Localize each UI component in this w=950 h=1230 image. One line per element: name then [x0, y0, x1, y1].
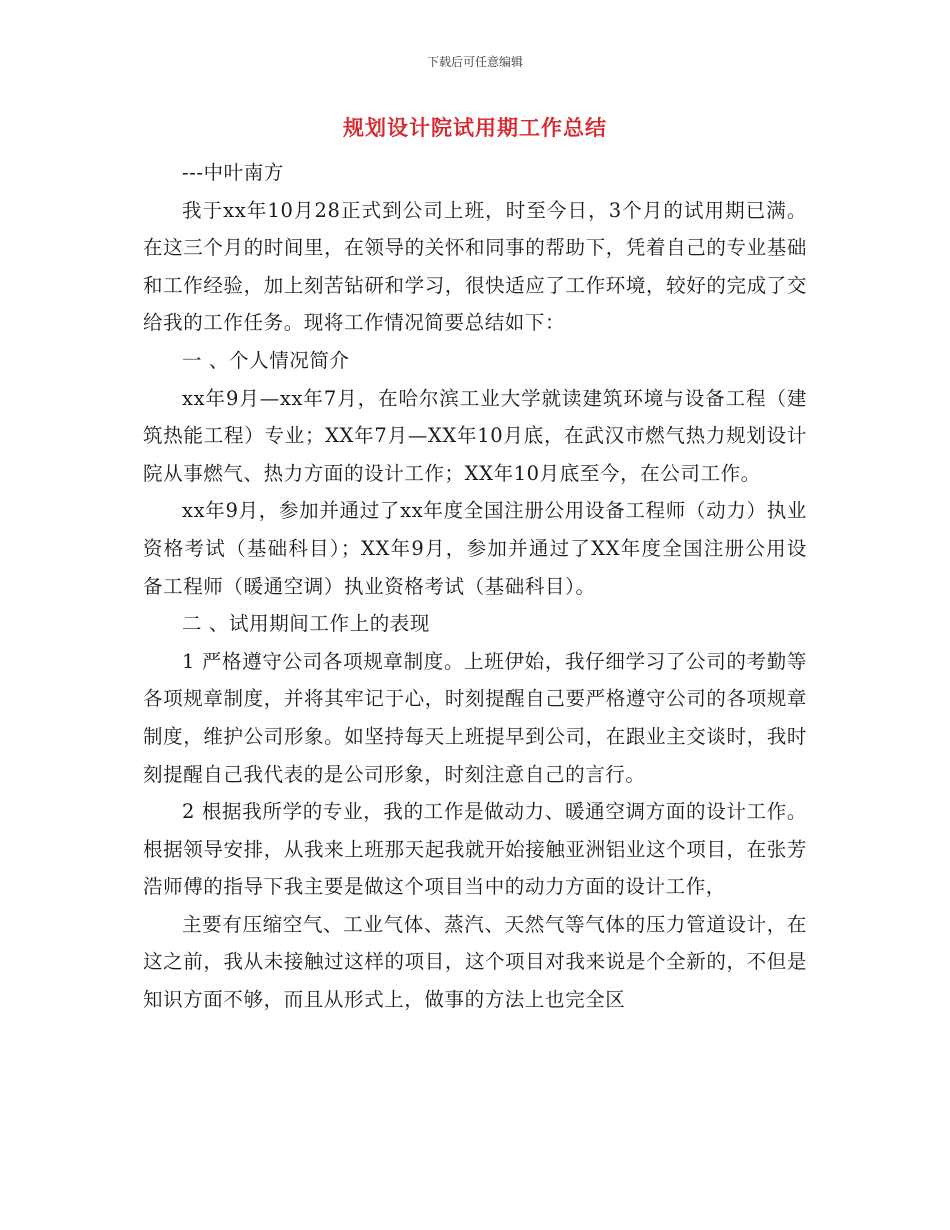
author-line: ---中叶南方 [182, 161, 284, 184]
paragraph-certification: xx年9月，参加并通过了xx年度全国注册公用设备工程师（动力）执业资格考试（基础科目）；XX年9月，参加并通过了XX年度全国注册公用设备工程师（暖通空调）执业资格考试（基础科目）。 [143, 499, 807, 598]
paragraph-education: xx年9月—xx年7月，在哈尔滨工业大学就读建筑环境与设备工程（建筑热能工程）专业；XX年7月—XX年10月底，在武汉市燃气热力规划设计院从事燃气、热力方面的设计工作；XX年10月底至今，在公司工作。 [143, 386, 807, 485]
document-body [143, 154, 807, 1019]
paragraph-rules: 1 严格遵守公司各项规章制度。上班伊始，我仔细学习了公司的考勤等各项规章制度，并将其牢记于心，时刻提醒自己要严格遵守公司的各项规章制度，维护公司形象。如坚持每天上班提早到公司，在跟业主交谈时，我时刻提醒自己我代表的是公司形象，时刻注意自己的言行。 [143, 649, 807, 786]
section-heading-personal: 一 、个人情况简介 [182, 348, 350, 372]
section-heading-performance: 二 、试用期间工作上的表现 [182, 612, 430, 636]
paragraph-work: 2 根据我所学的专业，我的工作是做动力、暖通空调方面的设计工作。根据领导安排，从我来上班那天起我就开始接触亚洲铝业这个项目，在张芳浩师傅的指导下我主要是做这个项目当中的动力方面的设计工作， [143, 800, 807, 899]
document-title: 规划设计院试用期工作总结 [343, 116, 607, 140]
page-header: 下载后可任意编辑 [426, 55, 523, 69]
paragraph-project: 主要有压缩空气、工业气体、蒸汽、天然气等气体的压力管道设计，在这之前，我从未接触过这样的项目，这个项目对我来说是个全新的，不但是知识方面不够，而且从形式上，做事的方法上也完全区 [143, 912, 807, 1012]
paragraph-intro: 我于xx年10月28正式到公司上班，时至今日，3个月的试用期已满。在这三个月的时间里，在领导的关怀和同事的帮助下，凭着自己的专业基础和工作经验，加上刻苦钻研和学习，很快适应了工作环境，较好的完成了交给我的工作任务。现将工作情况简要总结如下： [143, 198, 807, 335]
